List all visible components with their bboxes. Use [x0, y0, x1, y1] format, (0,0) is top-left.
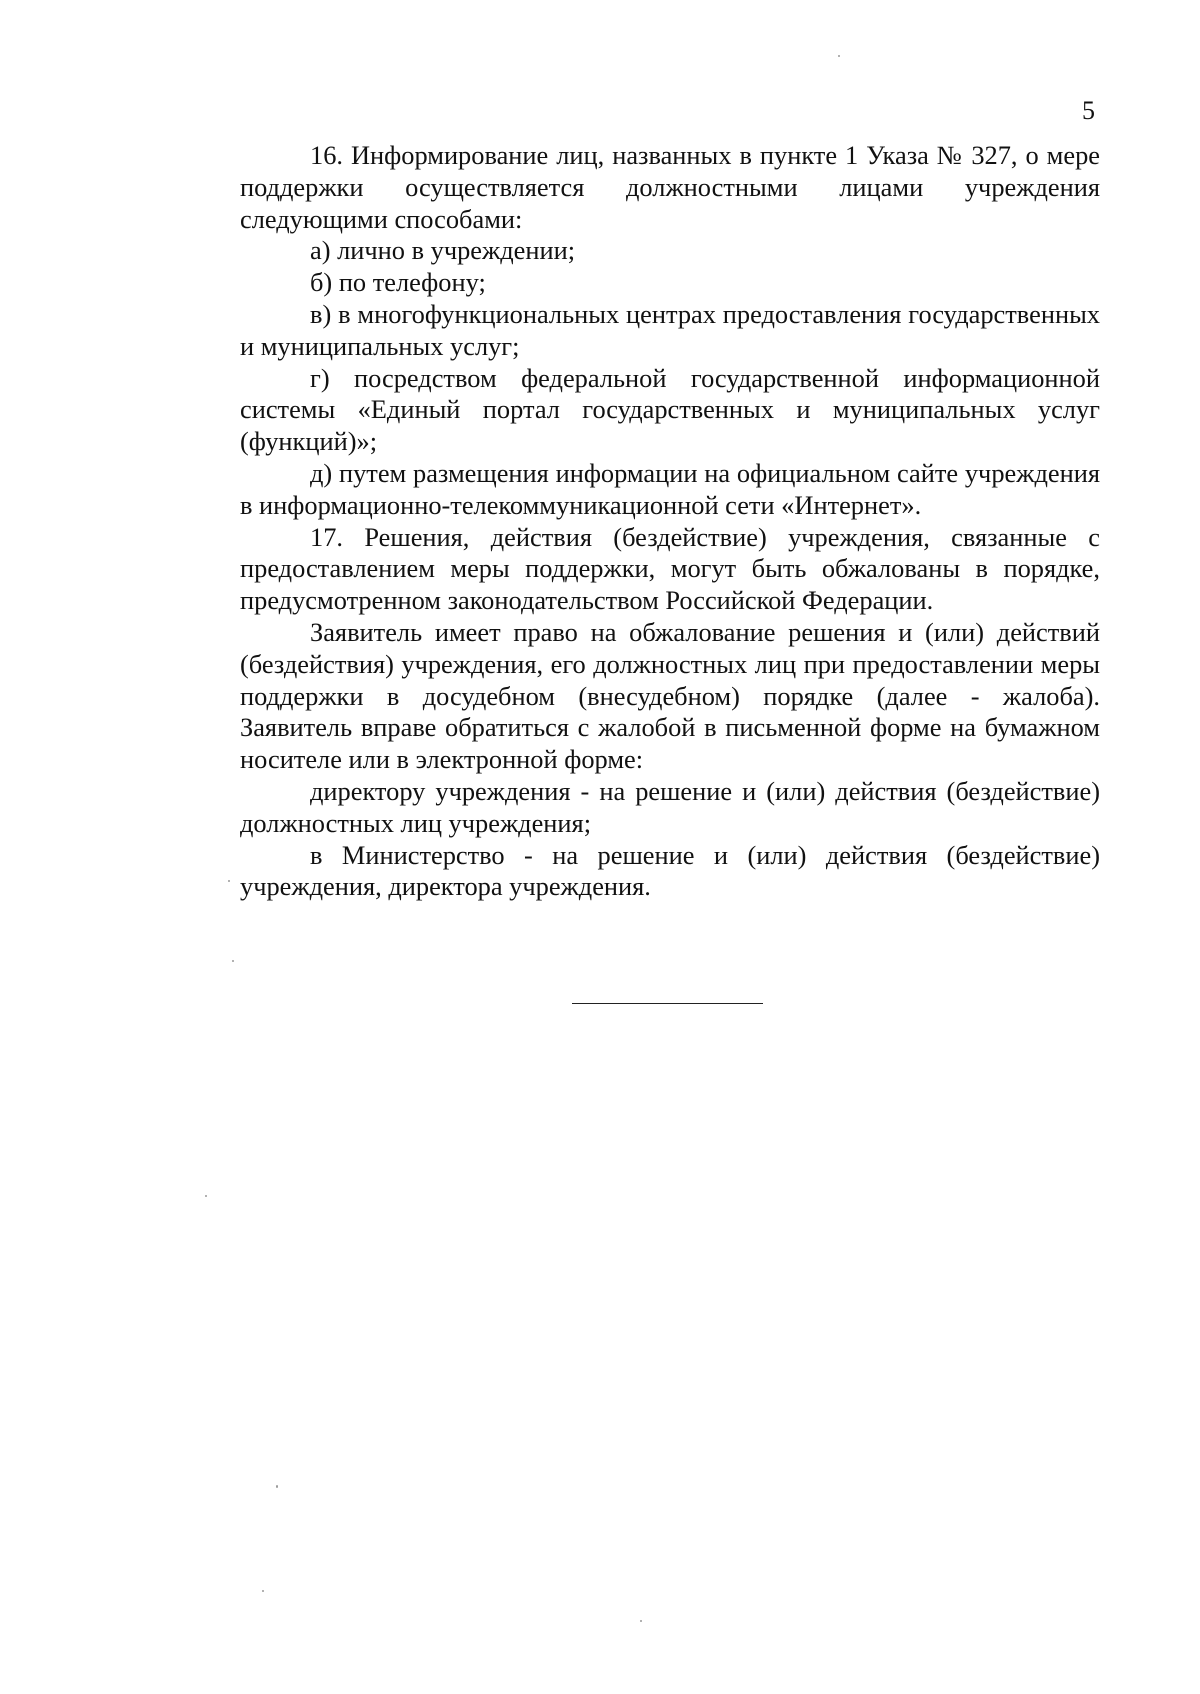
document-body — [240, 140, 1100, 903]
scan-speck — [228, 880, 230, 882]
list-item-a: а) лично в учреждении; — [310, 235, 576, 266]
paragraph-appeal-right: Заявитель имеет право на обжалование решения и (или) действий (бездействия) учреждения, его должностных лиц при предоставлении меры поддержки в досудебном (внесудебном) порядке (далее - жалоба). Заявитель вправе обратиться с жалобой в письменной форме на бумажном носителе или в электронной форме: — [240, 616, 1100, 775]
paragraph-17: 17. Решения, действия (бездействие) учреждения, связанные с предоставлением меры поддержки, могут быть обжалованы в порядке, предусмотренном законодательством Российской Федерации. — [240, 521, 1100, 616]
list-item-b: б) по телефону; — [310, 267, 486, 298]
scan-speck — [262, 1590, 264, 1592]
list-item-d: д) путем размещения информации на официальном сайте учреждения в информационно-телекоммуникационной сети «Интернет». — [240, 457, 1100, 520]
scan-speck — [640, 1620, 642, 1622]
scan-speck — [205, 1195, 207, 1197]
list-item-v: в) в многофункциональных центрах предоставления государственных и муниципальных услуг; — [240, 298, 1100, 361]
scan-speck — [838, 55, 840, 57]
scan-speck — [232, 960, 234, 962]
page-number: 5 — [1082, 96, 1095, 125]
end-of-text-rule — [572, 1003, 763, 1004]
paragraph-appeal-director: директору учреждения - на решение и (или) действия (бездействие) должностных лиц учреждения; — [240, 775, 1100, 838]
list-item-g: г) посредством федеральной государственной информационной системы «Единый портал государственных и муниципальных услуг (функций)»; — [240, 362, 1100, 457]
paragraph-appeal-ministry: в Министерство - на решение и (или) действия (бездействие) учреждения, директора учреждения. — [240, 839, 1100, 902]
scan-speck — [276, 1485, 278, 1488]
paragraph-16: 16. Информирование лиц, названных в пункте 1 Указа № 327, о мере поддержки осуществляется должностными лицами учреждения следующими способами: — [240, 140, 1100, 234]
